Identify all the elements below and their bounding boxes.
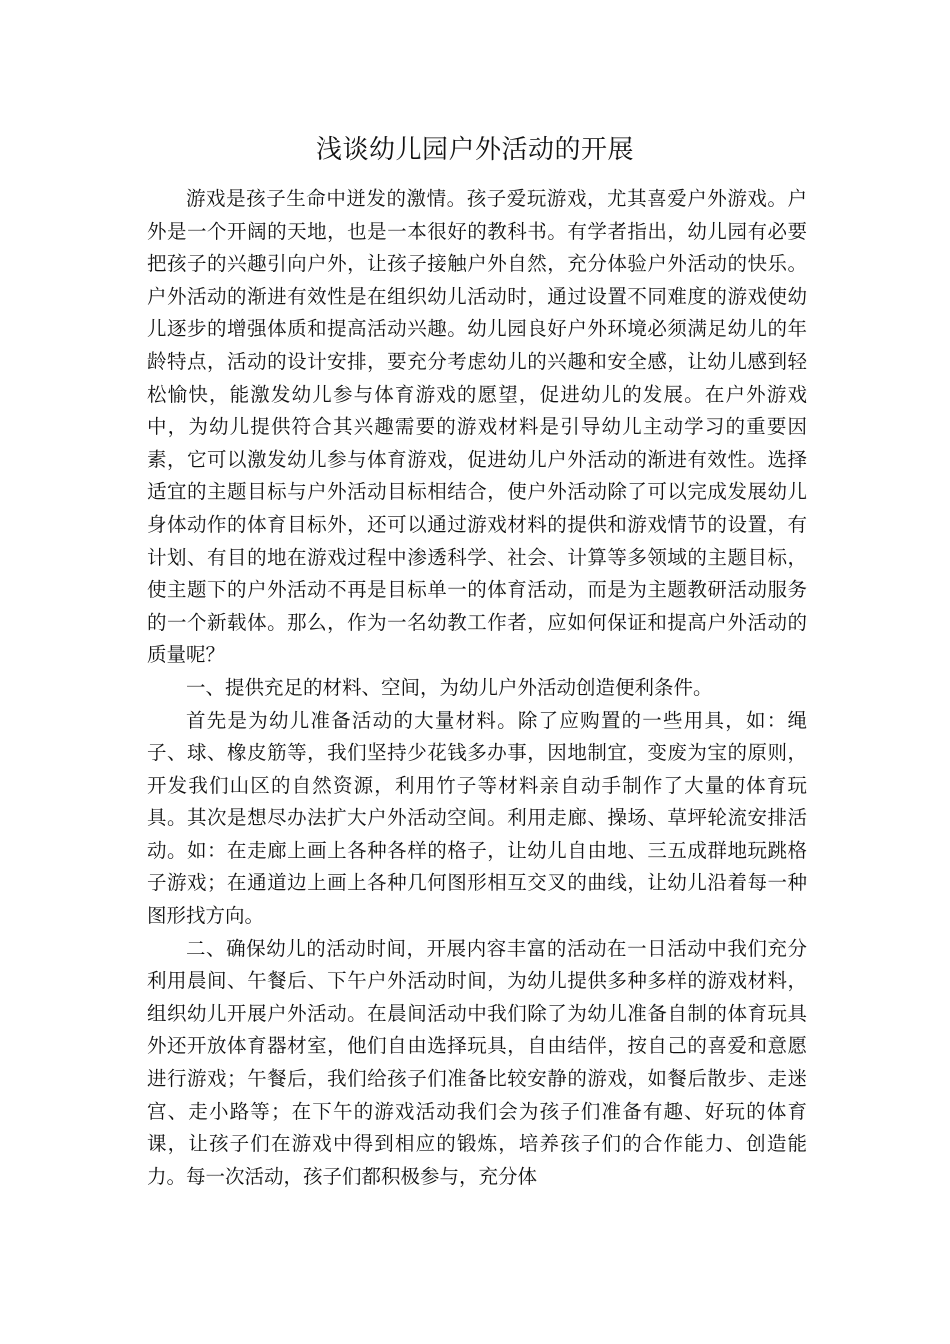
paragraph-section-one-body: 首先是为幼儿准备活动的大量材料。除了应购置的一些用具，如：绳子、球、橡皮筋等，我们坚持少花钱多办事，因地制宜，变废为宝的原则，开发我们山区的自然资源，利用竹子等材料亲自动手制作了大量的体育玩具。其次是想尽办法扩大户外活动空间。利用走廊、操场、草坪轮流安排活动。如：在走廊上画上各种各样的格子，让幼儿自由地、三五成群地玩跳格子游戏；在通道边上画上各种几何图形相互交叉的曲线，让幼儿沿着每一种图形找方向。 bbox=[147, 708, 807, 928]
document-body bbox=[147, 183, 807, 1193]
paragraph-section-one-heading: 一、提供充足的材料、空间，为幼儿户外活动创造便利条件。 bbox=[186, 675, 713, 699]
paragraph-intro: 游戏是孩子生命中迸发的激情。孩子爱玩游戏，尤其喜爱户外游戏。户外是一个开阔的天地，也是一本很好的教科书。有学者指出，幼儿园有必要把孩子的兴趣引向户外，让孩子接触户外自然，充分体验户外活动的快乐。户外活动的渐进有效性是在组织幼儿活动时，通过设置不同难度的游戏使幼儿逐步的增强体质和提高活动兴趣。幼儿园良好户外环境必须满足幼儿的年龄特点，活动的设计安排，要充分考虑幼儿的兴趣和安全感，让幼儿感到轻松愉快，能激发幼儿参与体育游戏的愿望，促进幼儿的发展。在户外游戏中，为幼儿提供符合其兴趣需要的游戏材料是引导幼儿主动学习的重要因素，它可以激发幼儿参与体育游戏，促进幼儿户外活动的渐进有效性。选择适宜的主题目标与户外活动目标相结合，使户外活动除了可以完成发展幼儿身体动作的体育目标外，还可以通过游戏材料的提供和游戏情节的设置，有计划、有目的地在游戏过程中渗透科学、社会、计算等多领域的主题目标，使主题下的户外活动不再是目标单一的体育活动，而是为主题教研活动服务的一个新载体。那么，作为一名幼教工作者，应如何保证和提高户外活动的质量呢？ bbox=[147, 187, 807, 667]
paragraph-section-two: 二、确保幼儿的活动时间，开展内容丰富的活动在一日活动中我们充分利用晨间、午餐后、下午户外活动时间，为幼儿提供多种多样的游戏材料，组织幼儿开展户外活动。在晨间活动中我们除了为幼儿准备自制的体育玩具外还开放体育器材室，他们自由选择玩具，自由结伴，按自己的喜爱和意愿进行游戏；午餐后，我们给孩子们准备比较安静的游戏，如餐后散步、走迷宫、走小路等；在下午的游戏活动我们会为孩子们准备有趣、好玩的体育课，让孩子们在游戏中得到相应的锻炼，培养孩子们的合作能力、创造能力。每一次活动，孩子们都积极参与，充分体 bbox=[147, 936, 807, 1188]
document-title: 浅谈幼儿园户外活动的开展 bbox=[315, 135, 634, 165]
